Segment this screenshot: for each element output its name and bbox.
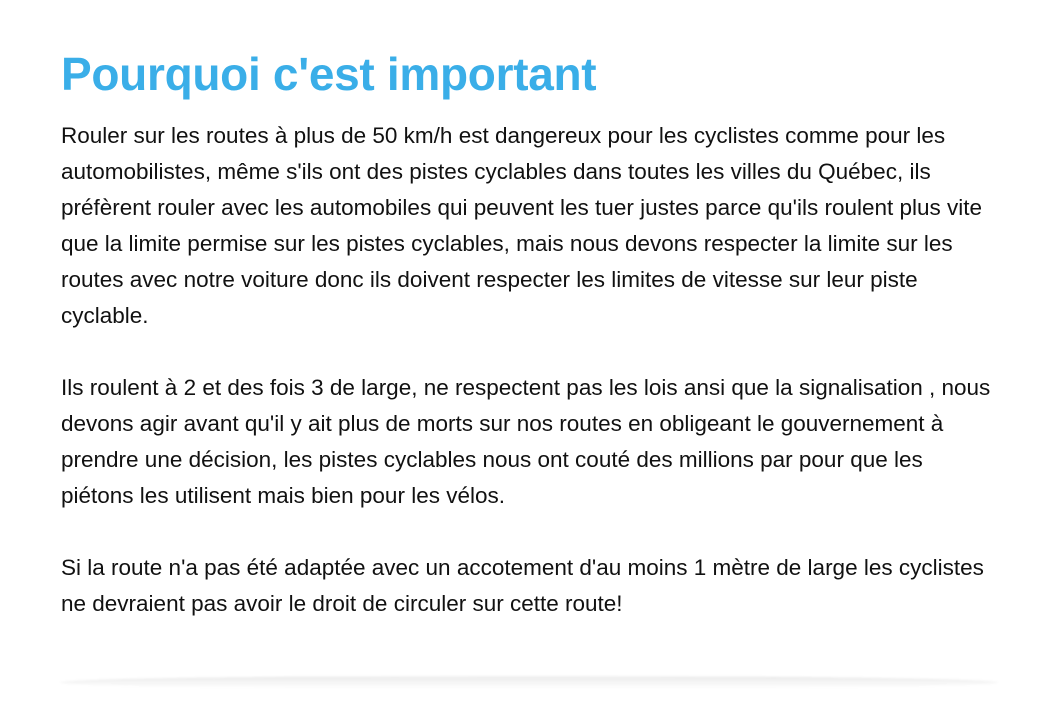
paragraph-speed: Rouler sur les routes à plus de 50 km/h est dangereux pour les cyclistes comme pour les automobilistes, même s'ils ont des pistes cyclables dans toutes les villes du Québec, ils préfèrent rouler avec les automobiles qui peuvent les tuer justes parce qu'ils roulent plus vite que la limite permise sur les pistes cyclables, mais nous devons respecter la limite sur les routes avec notre voiture donc ils doivent respecter les limites de vitesse sur leur piste cyclable. [61,123,983,328]
section-title: Pourquoi c'est important [61,48,597,100]
section-divider-shadow [60,676,998,689]
paragraph-laws: Ils roulent à 2 et des fois 3 de large, ne respectent pas les lois ansi que la signalisation , nous devons agir avant qu'il y ait plus de morts sur nos routes en obligeant le gouvernement à prendre une décision, les pistes cyclables nous ont couté des millions par pour que les piétons les utilisent mais bien pour les vélos. [61,375,991,508]
paragraph-shoulder: Si la route n'a pas été adaptée avec un accotement d'au moins 1 mètre de large les cyclistes ne devraient pas avoir le droit de circuler sur cette route! [61,555,984,616]
article-section [61,44,1001,622]
